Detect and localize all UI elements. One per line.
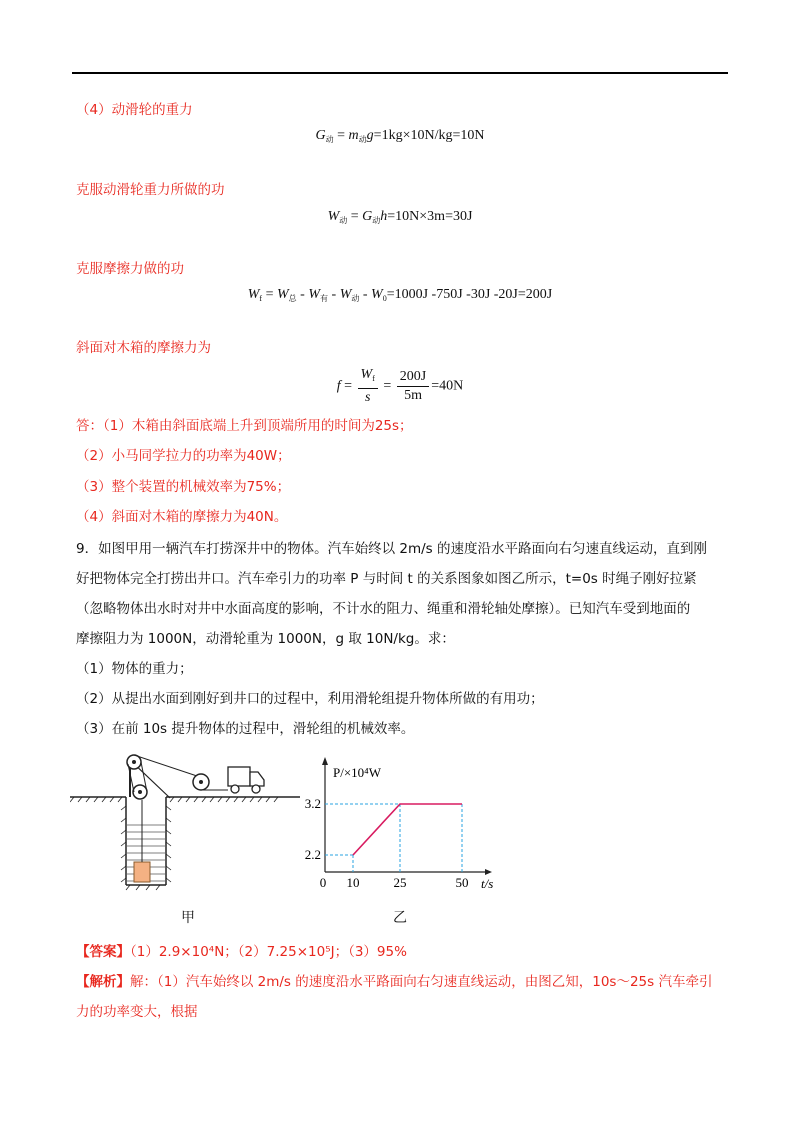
x-axis-label: t/s [481, 876, 494, 891]
y-axis-arrow [322, 757, 328, 765]
step4-title: （4）动滑轮的重力 [76, 102, 193, 118]
y-tick-label: 2.2 [304, 847, 321, 862]
answer-line-2: （2）小马同学拉力的功率为40W； [76, 448, 291, 464]
friction-title: 斜面对木箱的摩擦力为 [76, 340, 211, 356]
problem9-question-3: （3）在前 10s 提升物体的过程中，滑轮组的机械效率。 [76, 721, 415, 737]
answer-label: 【答案】 [76, 944, 130, 960]
x-tick-label: 0 [319, 875, 327, 890]
caption-jia: 甲 [181, 910, 195, 926]
caption-yi: 乙 [393, 910, 407, 926]
equation-work-pulley: $W_动 = G_动h=10N\times 3m=30J$ [327, 209, 473, 225]
x-tick-label: 10 [346, 875, 360, 890]
analysis-line-1 [76, 972, 712, 992]
analysis-text-1: 解：（1）汽车始终以 2m/s 的速度沿水平路面向右匀速直线运动，由图乙知，10s～25s 汽车牵引 [130, 974, 713, 990]
x-tick-label: 50 [455, 875, 469, 890]
problem9-question-2: （2）从提出水面到刚好到井口的过程中，利用滑轮组提升物体所做的有用功； [76, 691, 544, 707]
answer-text: （1）2.9×10⁴N；（2）7.25×10⁵J；（3）95% [130, 944, 407, 960]
power-series-line [353, 804, 462, 855]
problem9-line-2: 好把物体完全打捞出井口。汽车牵引力的功率 P 与时间 t 的关系图象如图乙所示，t=0s 时绳子刚好拉紧 [76, 571, 697, 587]
y-tick-label: 3.2 [304, 796, 321, 811]
problem9-line-1: 9．如图甲用一辆汽车打捞深井中的物体。汽车始终以 2m/s 的速度沿水平路面向右匀速直线运动，直到刚 [76, 541, 707, 557]
answer-line-4: （4）斜面对木箱的摩擦力为40N。 [76, 509, 288, 525]
y-axis-label: P/×10⁴W [333, 765, 381, 780]
header-rule [72, 72, 728, 74]
analysis-line-2: 力的功率变大，根据 [76, 1004, 198, 1020]
work-pulley-title: 克服动滑轮重力所做的功 [76, 182, 225, 198]
problem9-question-1: （1）物体的重力； [76, 661, 193, 677]
problem9-line-4: 摩擦阻力为 1000N，动滑轮重为 1000N，g 取 10N/kg。求： [76, 631, 455, 647]
equation-friction: f = $\frac{W_f}{s}$ = $\frac{200J}{5m}$ =40N [336, 367, 464, 405]
analysis-label: 【解析】 [76, 974, 130, 990]
work-friction-title: 克服摩擦力做的功 [76, 261, 184, 277]
problem9-line-3: （忽略物体出水时对井中水面高度的影响，不计水的阻力、绳重和滑轮轴处摩擦）。已知汽车受到地面的 [76, 601, 691, 617]
answer-line-3: （3）整个装置的机械效率为75%； [76, 479, 291, 495]
x-axis-arrow [485, 869, 492, 875]
x-tick-label: 25 [393, 875, 407, 890]
equation-work-friction: $W_f = W_总 - W_有 - W_动 - W_0=1000J$ -750J -30J -20J=200J [247, 287, 553, 303]
power-time-chart [295, 755, 520, 895]
equation-weight: $G_动 = m_动g=1kg\times 10N/kg=10N$ [315, 128, 485, 144]
well-truck-figure [70, 750, 300, 900]
answer-line-1: 答：（1）木箱由斜面底端上升到顶端所用的时间为25s； [76, 418, 413, 434]
answer-summary [76, 942, 407, 962]
